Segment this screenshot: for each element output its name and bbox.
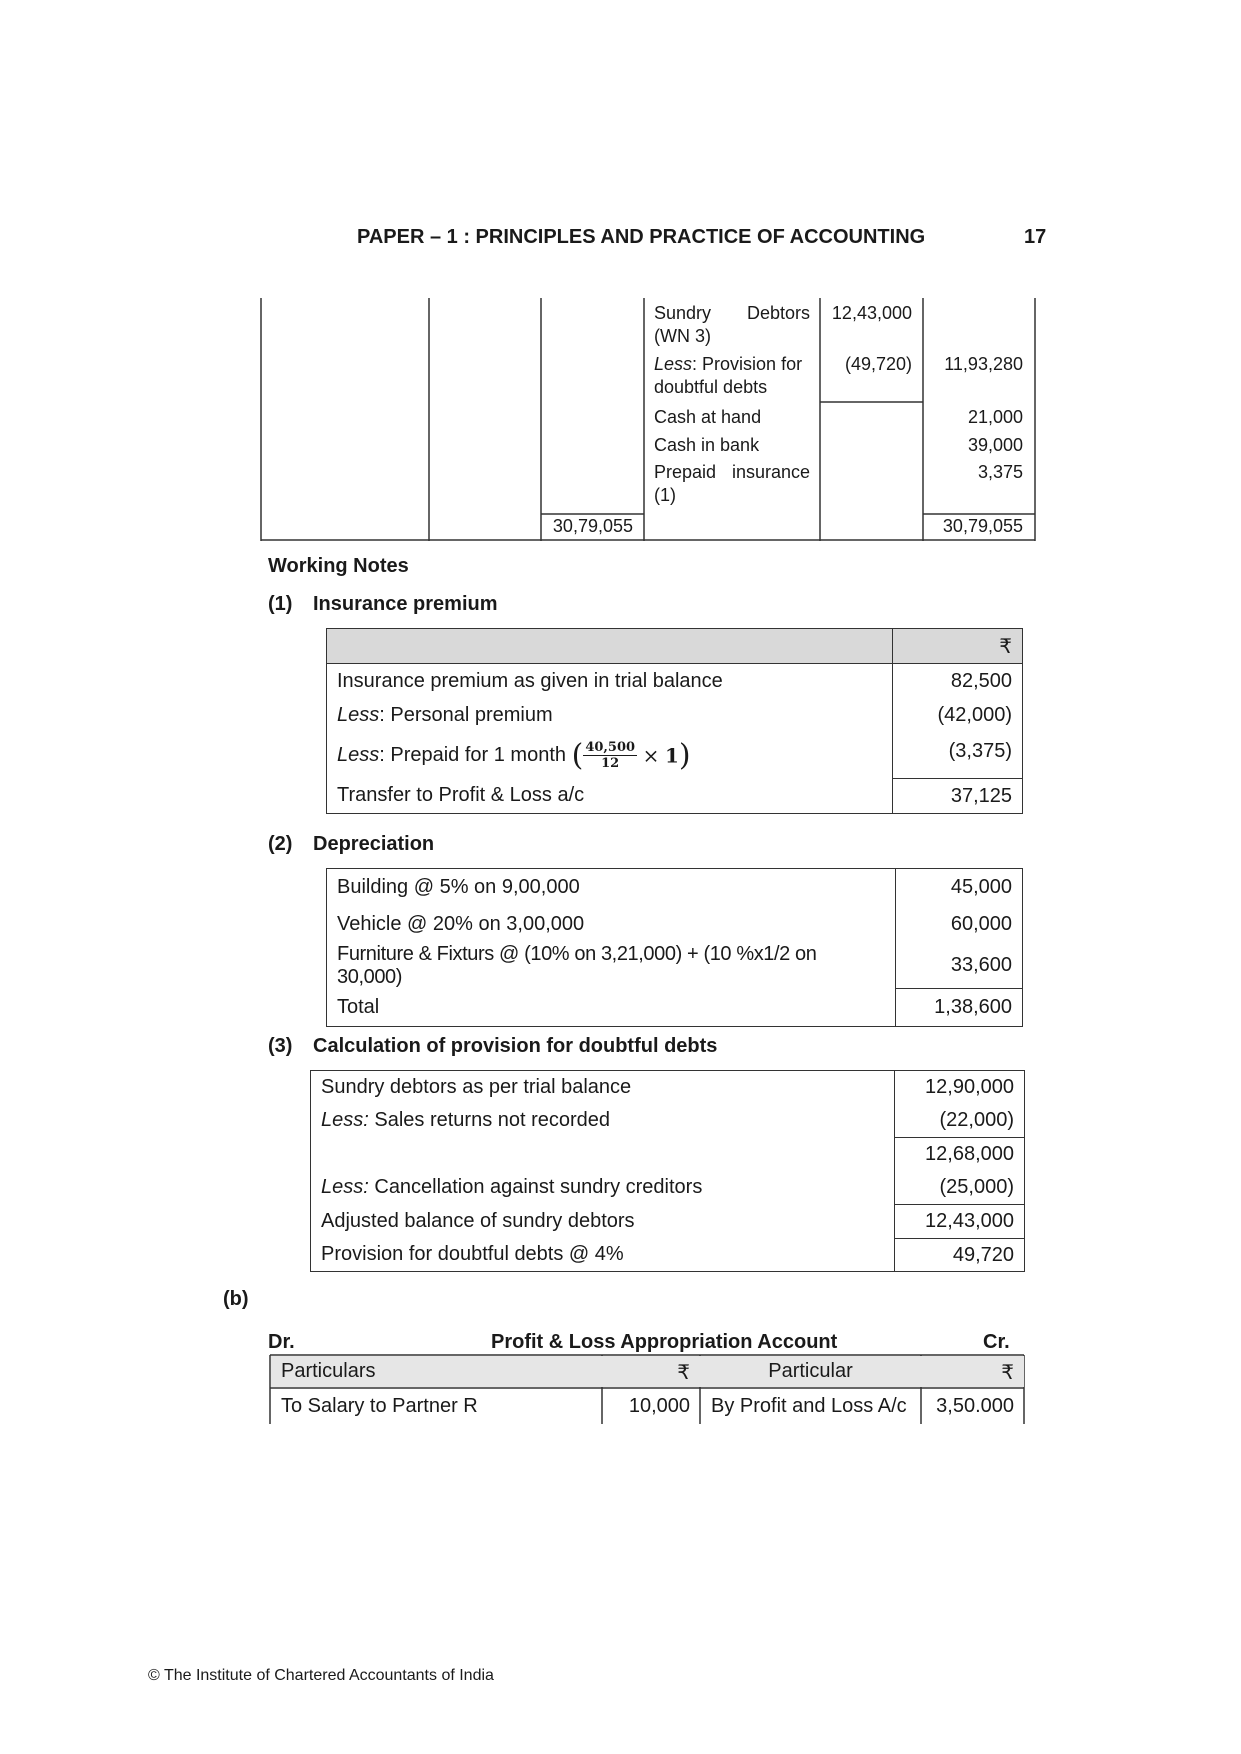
col-particulars: Particulars bbox=[281, 1360, 376, 1382]
row-amount: 82,500 bbox=[893, 664, 1023, 699]
close-paren: ) bbox=[678, 737, 691, 773]
bs-provision-text: : Provision for doubtful debts bbox=[654, 354, 803, 397]
bs-cash-bank-amt: 39,000 bbox=[967, 435, 1023, 455]
bs-total-left: 30,79,055 bbox=[552, 516, 633, 536]
note3-number: (3) bbox=[268, 1035, 293, 1057]
row-label: Insurance premium as given in trial balance bbox=[327, 664, 893, 699]
row-amount: 49,720 bbox=[895, 1239, 1025, 1272]
cr-label: Cr. bbox=[983, 1331, 1010, 1353]
row-profit-loss: By Profit and Loss A/c bbox=[711, 1395, 907, 1417]
row-label-text: Cancellation against sundry creditors bbox=[368, 1176, 703, 1198]
row-salary-partner: To Salary to Partner R bbox=[281, 1395, 478, 1417]
row-label: Provision for doubtful debts @ 4% bbox=[311, 1239, 895, 1272]
note2-title: Depreciation bbox=[313, 833, 435, 855]
row-amount: (3,375) bbox=[893, 732, 1023, 779]
row-amount: (22,000) bbox=[939, 1108, 1014, 1131]
less-word: Less: bbox=[321, 1176, 369, 1198]
bs-prepaid: Prepaid insurance (1) bbox=[654, 462, 810, 505]
footer-copyright: © The Institute of Chartered Accountants of India bbox=[148, 1667, 494, 1684]
bs-cash-hand: Cash at hand bbox=[654, 407, 762, 427]
less-word: Less: bbox=[321, 1109, 369, 1131]
row-amount: (25,000) bbox=[939, 1175, 1014, 1198]
bs-prepaid-amt: 3,375 bbox=[977, 462, 1023, 482]
row-label: Transfer to Profit & Loss a/c bbox=[327, 779, 893, 814]
open-paren: ( bbox=[571, 737, 584, 773]
total-amount: 1,38,600 bbox=[896, 989, 1023, 1027]
row-label-text: Sales returns not recorded bbox=[368, 1109, 611, 1131]
row-label-text: : Prepaid for 1 month bbox=[379, 743, 567, 766]
dr-label: Dr. bbox=[268, 1331, 295, 1353]
currency-header: ₹ bbox=[893, 629, 1023, 664]
row-label: Furniture & Fixturs @ (10% on 3,21,000) + (10 %x1/2 on 30,000) bbox=[327, 943, 896, 989]
subtotal-amount: 12,68,000 bbox=[895, 1138, 1025, 1171]
fraction-numerator: 40,500 bbox=[585, 739, 636, 755]
row-amount: (42,000) bbox=[893, 699, 1023, 732]
bs-total-right: 30,79,055 bbox=[942, 516, 1023, 536]
part-b-label: (b) bbox=[223, 1288, 249, 1310]
bs-sundry-debtors-text: Sundry Debtors (WN 3) bbox=[654, 303, 810, 346]
fraction-denominator: 12 bbox=[601, 755, 620, 771]
row-amount: 60,000 bbox=[950, 912, 1012, 935]
times-sign: × bbox=[642, 743, 660, 767]
col-particular: Particular bbox=[768, 1360, 853, 1382]
row-label: Vehicle @ 20% on 3,00,000 bbox=[327, 906, 896, 943]
col-rupee-left: ₹ bbox=[677, 1360, 690, 1384]
bs-less-word: Less bbox=[654, 354, 693, 374]
row-amount: 45,000 bbox=[950, 875, 1012, 898]
row-label: Building @ 5% on 9,00,000 bbox=[327, 869, 896, 906]
row-amount: 12,43,000 bbox=[895, 1205, 1025, 1239]
row-label-text: : Personal premium bbox=[379, 703, 553, 726]
note2-number: (2) bbox=[268, 833, 293, 855]
row-profit-loss-amount: 3,50.000 bbox=[936, 1395, 1014, 1417]
row-amount: 37,125 bbox=[893, 779, 1023, 814]
bs-cash-hand-amt: 21,000 bbox=[967, 407, 1023, 427]
row-salary-amount: 10,000 bbox=[628, 1395, 690, 1417]
bs-provision-amt: (49,720) bbox=[844, 354, 912, 374]
note1-number: (1) bbox=[268, 593, 293, 615]
row-amount: 33,600 bbox=[950, 953, 1012, 976]
less-word: Less bbox=[337, 743, 380, 766]
less-word: Less bbox=[337, 703, 380, 726]
row-label: Sundry debtors as per trial balance bbox=[311, 1071, 895, 1104]
row-amount: 12,90,000 bbox=[925, 1075, 1014, 1098]
working-notes-heading: Working Notes bbox=[268, 555, 409, 577]
appropriation-title: Profit & Loss Appropriation Account bbox=[491, 1331, 838, 1353]
note3-title: Calculation of provision for doubtful debts bbox=[313, 1035, 718, 1057]
page-header-title: PAPER – 1 : PRINCIPLES AND PRACTICE OF ACCOUNTING bbox=[357, 226, 926, 248]
bs-sundry-debtors-amt: 12,43,000 bbox=[831, 303, 912, 323]
note1-title: Insurance premium bbox=[313, 593, 498, 615]
bs-cash-bank: Cash in bank bbox=[654, 435, 760, 455]
row-label: Adjusted balance of sundry debtors bbox=[311, 1205, 895, 1239]
page-number: 17 bbox=[1024, 226, 1047, 248]
multiplier: 1 bbox=[664, 743, 679, 767]
total-label: Total bbox=[327, 989, 896, 1027]
col-rupee-right: ₹ bbox=[1001, 1360, 1014, 1384]
bs-debtors-net: 11,93,280 bbox=[944, 354, 1023, 374]
